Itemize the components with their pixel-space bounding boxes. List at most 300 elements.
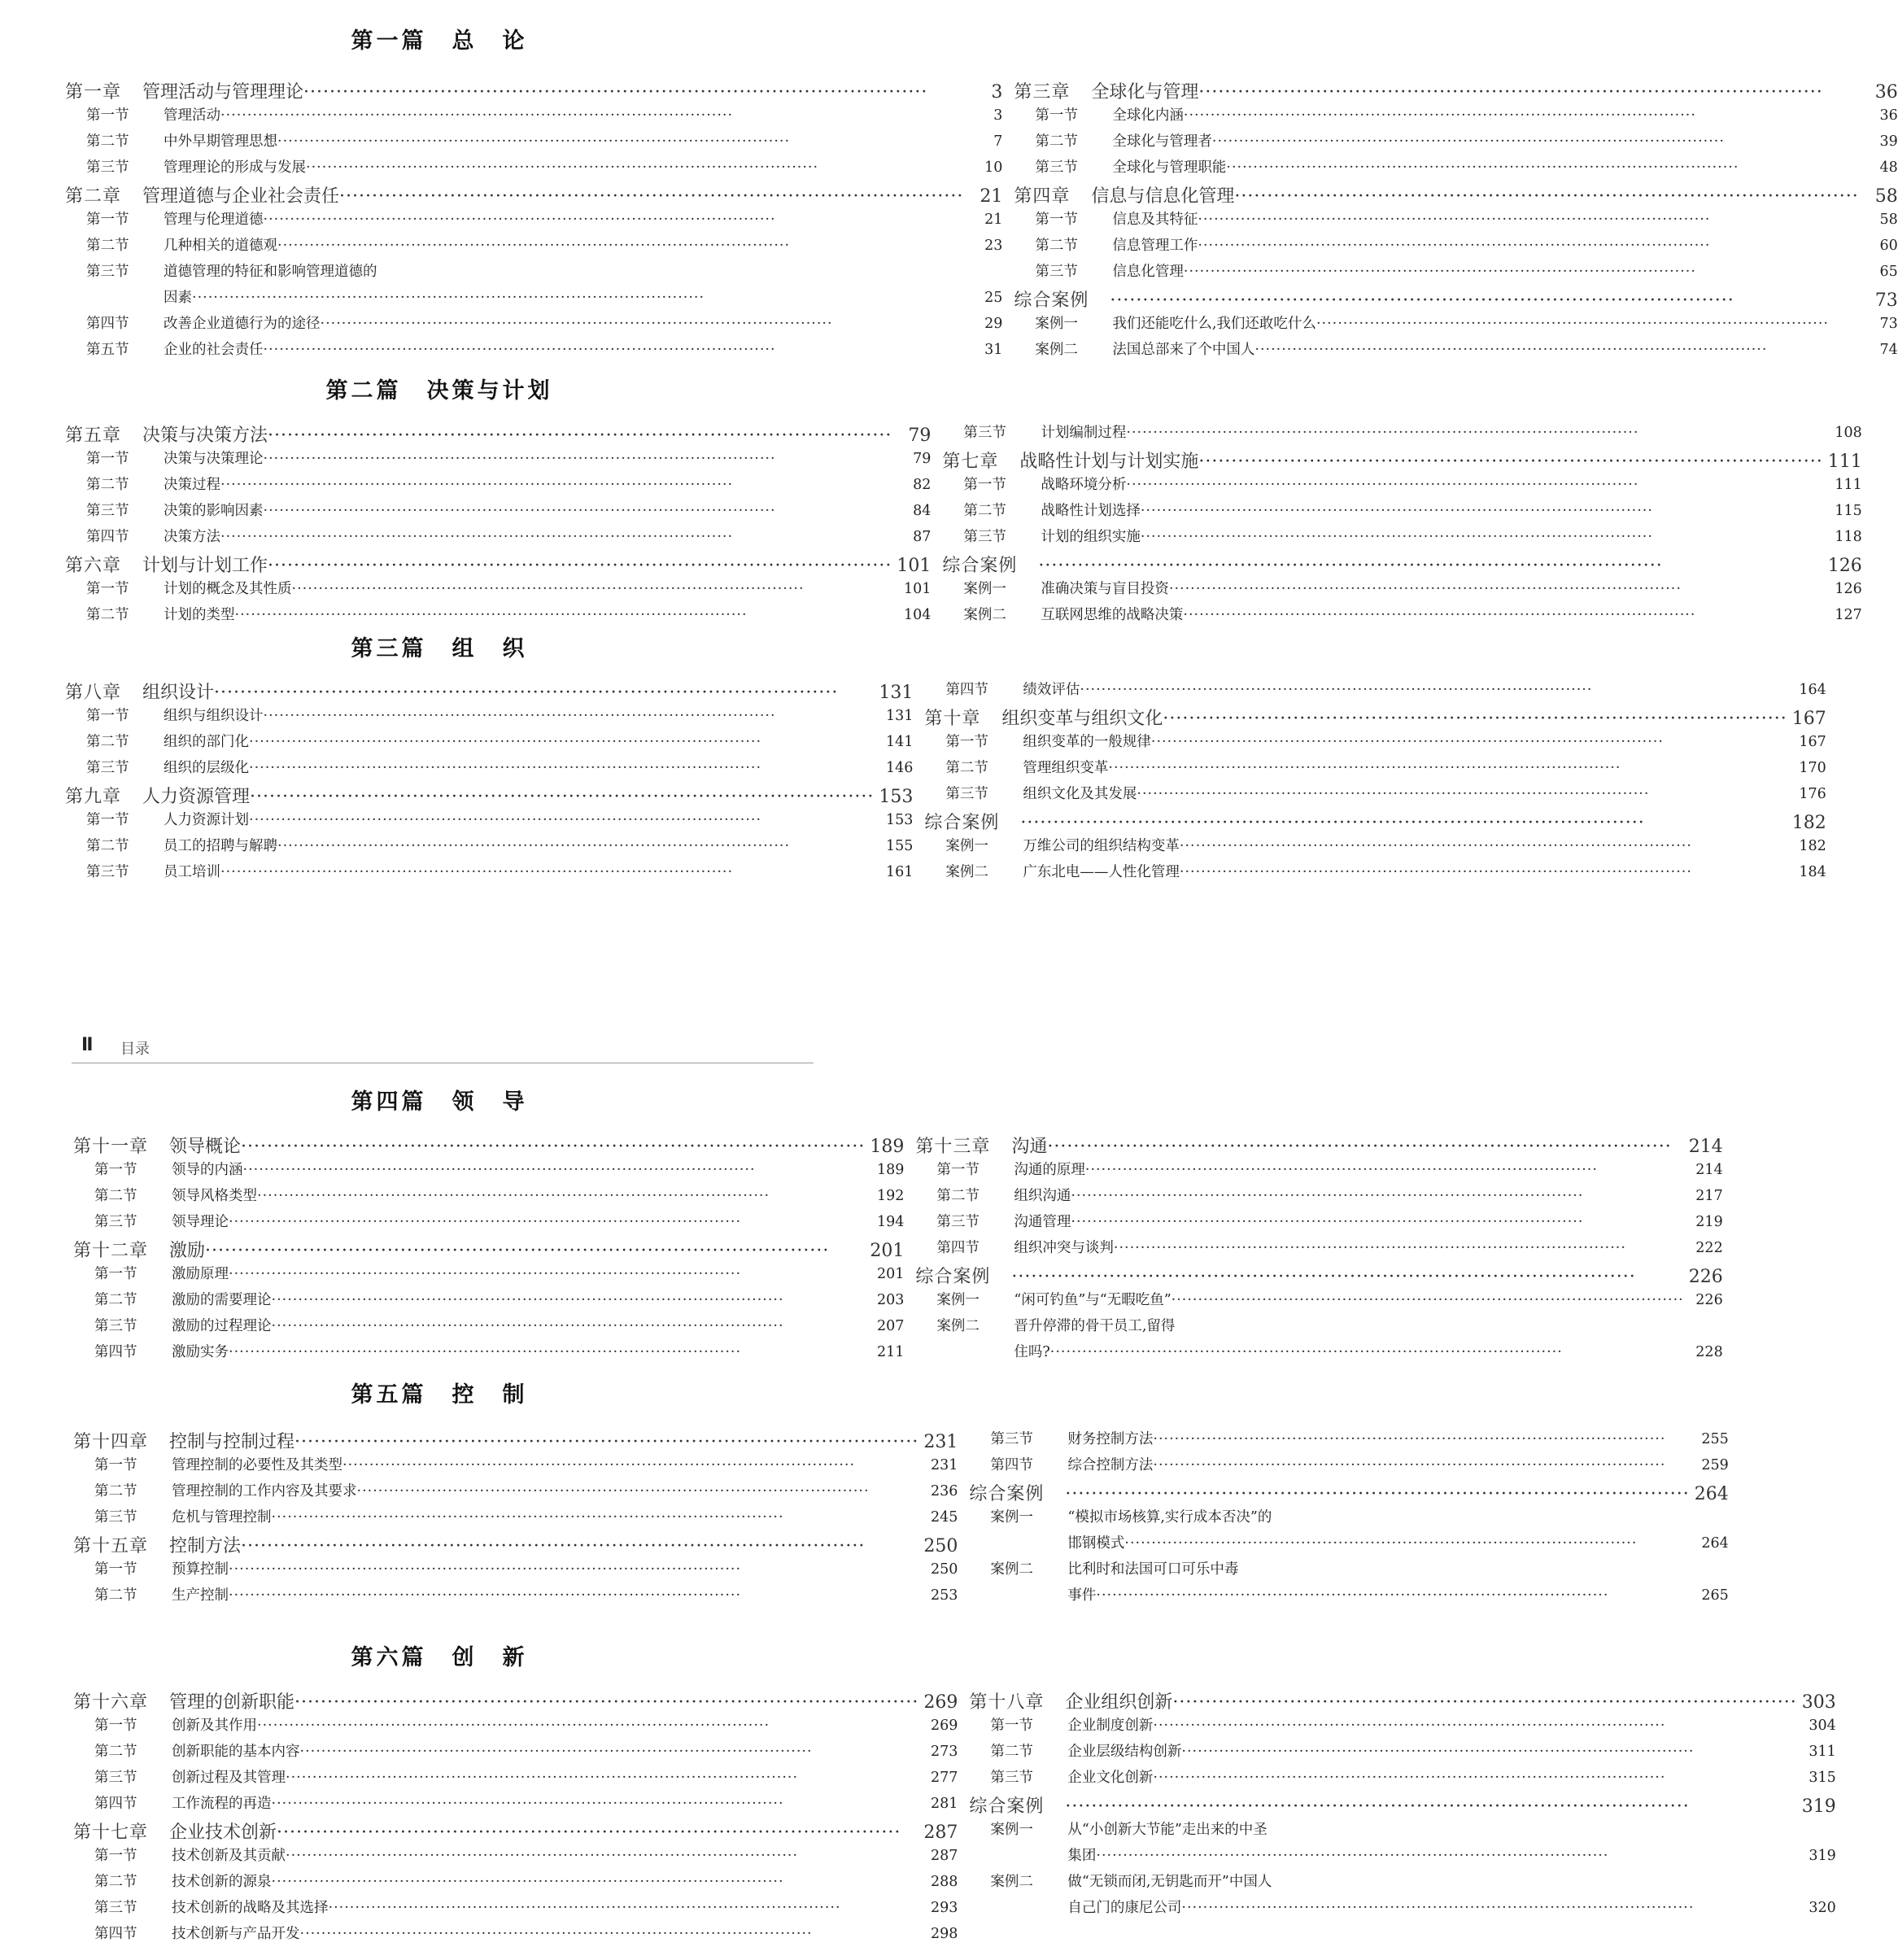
- toc-section-row: [969, 1740, 1835, 1763]
- entry-title: 技术创新的源泉: [172, 1874, 272, 1890]
- page-number: 60: [1879, 238, 1898, 254]
- entry-label: 第三节: [94, 1900, 137, 1916]
- entry-title: 沟通: [1011, 1137, 1048, 1157]
- leader-dots: [1020, 813, 1787, 833]
- entry-title: 准确决策与盲目投资: [1041, 581, 1169, 597]
- leader-dots: [220, 107, 963, 124]
- page-number: 192: [876, 1188, 905, 1204]
- right-column: [942, 421, 1861, 630]
- entry-label: 第二节: [86, 838, 129, 854]
- entry-title: 做“无锁而闭,无钥匙而开”中国人: [1067, 1874, 1272, 1890]
- leader-dots: [1071, 1188, 1683, 1204]
- entry-label: 第一节: [936, 1162, 980, 1178]
- toc-section-row: [65, 338, 1002, 361]
- entry-label: 第三节: [936, 1214, 980, 1230]
- page-number: 211: [876, 1344, 905, 1360]
- entry-label: 第三节: [1035, 264, 1078, 280]
- page-number: 3: [993, 107, 1003, 124]
- entry-label: 第九章: [65, 787, 122, 807]
- entry-label: 第三章: [1014, 82, 1071, 103]
- page-number: 87: [913, 529, 932, 545]
- entry-label: 第十八章: [969, 1692, 1045, 1713]
- page-number: 207: [876, 1318, 905, 1334]
- entry-label: 案例一: [990, 1822, 1033, 1838]
- entry-label: 第十三章: [915, 1137, 991, 1157]
- page-number: 161: [885, 864, 914, 880]
- toc-section-row: [65, 835, 913, 858]
- toc-page-2: [0, 1017, 1836, 1960]
- entry-label: 综合案例: [924, 813, 1000, 833]
- entry-label: 第三节: [86, 760, 129, 776]
- page-number: 253: [930, 1587, 958, 1604]
- page-number: 245: [930, 1509, 958, 1526]
- leader-dots: [1153, 1457, 1689, 1473]
- entry-label: 案例一: [963, 581, 1006, 597]
- toc-chapter-row: [73, 1818, 958, 1841]
- leader-dots: [1180, 864, 1787, 880]
- entry-label: 第三节: [94, 1318, 137, 1334]
- page-number: 126: [1827, 556, 1862, 576]
- entry-title: 集团: [1067, 1848, 1097, 1864]
- leader-dots: [286, 1848, 918, 1864]
- leader-dots: [229, 1266, 865, 1282]
- entry-label: 案例二: [990, 1874, 1033, 1890]
- entry-label: 第三节: [86, 864, 129, 880]
- toc-section-row: [1014, 156, 1897, 179]
- toc-section-row: [969, 1766, 1835, 1789]
- toc-chapter-row: [65, 552, 931, 574]
- toc-section-row: [73, 1792, 958, 1815]
- toc-section-row: [969, 1871, 1835, 1893]
- leader-dots: [272, 1292, 866, 1308]
- leader-dots: [272, 1509, 919, 1526]
- toc-section-row: [924, 757, 1826, 779]
- page-number: 170: [1799, 760, 1826, 776]
- leader-dots: [286, 1770, 918, 1786]
- page-number: 79: [913, 451, 932, 467]
- toc-section-row: [969, 1844, 1835, 1867]
- leader-dots: [272, 1874, 919, 1890]
- toc-section-row: [969, 1897, 1835, 1919]
- entry-title: 组织设计: [142, 683, 215, 703]
- toc-section-row: [942, 421, 1861, 444]
- entry-label: 第二节: [94, 1188, 137, 1204]
- entry-label: 第一节: [94, 1266, 137, 1282]
- leader-dots: [229, 1561, 918, 1578]
- entry-label: 第二章: [65, 186, 122, 207]
- leader-dots: [300, 1926, 919, 1942]
- entry-title: 决策与决策理论: [164, 451, 264, 467]
- entry-title: 财务控制方法: [1067, 1431, 1154, 1447]
- leader-dots: [357, 1483, 919, 1499]
- entry-label: 第二节: [990, 1744, 1033, 1760]
- toc-section-row: [65, 578, 931, 600]
- page-number: 84: [913, 503, 932, 519]
- entry-title: 激励的过程理论: [172, 1318, 272, 1334]
- part-5: [0, 1377, 879, 1408]
- leader-dots: [1153, 1770, 1796, 1786]
- toc-section-row: [73, 1844, 958, 1867]
- toc-section-row: [942, 604, 1861, 626]
- entry-title: 管理控制的工作内容及其要求: [172, 1483, 357, 1499]
- toc-section-row: [969, 1818, 1835, 1841]
- entry-label: 第四节: [94, 1926, 137, 1942]
- leader-dots: [1184, 264, 1859, 280]
- page-number: 203: [876, 1292, 905, 1308]
- entry-title: 沟通管理: [1014, 1214, 1071, 1230]
- page-number: 153: [885, 812, 914, 828]
- entry-title: 企业组织创新: [1065, 1692, 1173, 1713]
- page-number: 153: [879, 787, 914, 807]
- leader-dots: [1172, 1292, 1684, 1308]
- entry-label: 第四节: [86, 316, 129, 332]
- entry-label: 第十五章: [73, 1536, 149, 1556]
- entry-title: 创新及其作用: [172, 1718, 257, 1734]
- entry-title: 几种相关的道德观: [164, 238, 277, 254]
- page-number: 194: [876, 1214, 905, 1230]
- entry-title: 组织的层级化: [164, 760, 249, 776]
- page-number: 182: [1799, 838, 1826, 854]
- toc-section-row: [915, 1289, 1722, 1312]
- toc-section-row: [915, 1237, 1722, 1259]
- entry-label: 第一节: [86, 451, 129, 467]
- entry-title: 企业技术创新: [169, 1822, 277, 1843]
- entry-label: 第二节: [86, 607, 129, 623]
- leader-dots: [268, 426, 892, 446]
- toc-chapter-row: [969, 1792, 1835, 1815]
- leader-dots: [306, 159, 963, 176]
- toc-section-row: [65, 312, 1002, 335]
- leader-dots: [264, 708, 875, 724]
- entry-label: 第四节: [86, 529, 129, 545]
- leader-dots: [1141, 529, 1823, 545]
- toc-section-row: [65, 474, 931, 496]
- leader-dots: [220, 529, 892, 545]
- part-4-entries: [73, 1133, 1723, 1367]
- toc-section-row: [915, 1211, 1722, 1233]
- part-title: 第二篇 决策与计划: [325, 378, 553, 404]
- leader-dots: [1047, 1137, 1683, 1157]
- page-number: 21: [984, 212, 1003, 228]
- entry-label: 第三节: [86, 159, 129, 176]
- toc-section-row: [969, 1454, 1728, 1477]
- entry-label: 第十六章: [73, 1692, 149, 1713]
- entry-title: 企业的社会责任: [164, 342, 264, 358]
- entry-label: 第二节: [86, 734, 129, 750]
- toc-section-row: [73, 1766, 958, 1789]
- leader-dots: [243, 1162, 866, 1178]
- entry-label: 综合案例: [969, 1796, 1045, 1817]
- toc-chapter-row: [65, 78, 1002, 101]
- entry-title: 信息与信息化管理: [1091, 186, 1235, 207]
- part-title: 第一篇 总 论: [351, 28, 528, 54]
- leader-dots: [343, 1457, 918, 1473]
- page-number: 74: [1879, 342, 1898, 358]
- leader-dots: [1153, 1431, 1689, 1447]
- part-title: 第五篇 控 制: [351, 1382, 528, 1408]
- entry-title: 组织的部门化: [164, 734, 249, 750]
- toc-section-row: [73, 1159, 904, 1181]
- toc-section-row: [73, 1454, 958, 1477]
- leader-dots: [1169, 581, 1823, 597]
- entry-title: 激励原理: [172, 1266, 229, 1282]
- leader-dots: [250, 787, 874, 807]
- page-number: 287: [930, 1848, 958, 1864]
- page-number: 189: [870, 1137, 905, 1157]
- leader-dots: [257, 1188, 865, 1204]
- left-column: [73, 1688, 958, 1949]
- part-4: [0, 1084, 879, 1115]
- toc-section-row: [65, 757, 913, 779]
- entry-title: 企业文化创新: [1067, 1770, 1154, 1786]
- leader-dots: [277, 1822, 918, 1843]
- toc-section-row: [969, 1558, 1728, 1581]
- leader-dots: [205, 1241, 865, 1261]
- page-number: 250: [923, 1536, 958, 1556]
- entry-label: 案例二: [990, 1561, 1033, 1578]
- page-number: 131: [885, 708, 914, 724]
- page-number: 48: [1879, 159, 1898, 176]
- entry-label: 综合案例: [1014, 290, 1089, 311]
- entry-label: 第二节: [1035, 238, 1078, 254]
- entry-title: 生产控制: [172, 1587, 229, 1604]
- toc-section-row: [65, 861, 913, 884]
- page-number: 176: [1799, 786, 1826, 802]
- entry-label: 第四节: [936, 1240, 980, 1256]
- entry-title: 计划编制过程: [1041, 425, 1127, 441]
- entry-label: 案例一: [945, 838, 988, 854]
- entry-title: 互联网思维的战略决策: [1041, 607, 1184, 623]
- entry-label: 案例一: [990, 1509, 1033, 1526]
- page-number: 39: [1879, 133, 1898, 150]
- leader-dots: [1108, 760, 1787, 776]
- entry-title: 管理活动: [164, 107, 220, 124]
- leader-dots: [249, 812, 874, 828]
- part-1-entries: [65, 78, 1898, 364]
- toc-section-row: [73, 1341, 904, 1364]
- toc-chapter-row: [915, 1263, 1722, 1286]
- leader-dots: [1124, 1535, 1689, 1552]
- leader-dots: [272, 1796, 919, 1812]
- entry-label: 第五章: [65, 426, 122, 446]
- entry-label: 案例二: [936, 1318, 980, 1334]
- page-number: 277: [930, 1770, 958, 1786]
- entry-title: 管理道德与企业社会责任: [142, 186, 340, 207]
- entry-title: 住吗?: [1014, 1344, 1050, 1360]
- entry-label: 第二节: [936, 1188, 980, 1204]
- page-number: 201: [876, 1266, 905, 1282]
- page-number: 219: [1695, 1214, 1723, 1230]
- entry-title: 管理与伦理道德: [164, 212, 264, 228]
- entry-label: 第二节: [86, 238, 129, 254]
- entry-label: 第一节: [86, 581, 129, 597]
- page-number: 167: [1791, 709, 1826, 729]
- leader-dots: [1151, 734, 1787, 750]
- entry-label: 第一节: [94, 1162, 137, 1178]
- left-column: [73, 1428, 958, 1610]
- page-number: 269: [923, 1692, 958, 1713]
- entry-title: 事件: [1067, 1587, 1097, 1604]
- leader-dots: [1065, 1796, 1796, 1817]
- entry-label: 案例一: [936, 1292, 980, 1308]
- toc-chapter-row: [915, 1133, 1722, 1155]
- right-column: [915, 1133, 1722, 1367]
- toc-section-row: [73, 1315, 904, 1338]
- page-number: 73: [1879, 316, 1898, 332]
- entry-title: 决策过程: [164, 477, 220, 493]
- entry-title: “闲可钓鱼”与“无暇吃鱼”: [1014, 1292, 1172, 1308]
- entry-title: 计划的类型: [164, 607, 235, 623]
- page-number: 31: [984, 342, 1003, 358]
- toc-chapter-row: [65, 421, 931, 444]
- entry-title: 战略性计划与计划实施: [1019, 452, 1199, 472]
- leader-dots: [292, 581, 892, 597]
- right-column: [924, 679, 1826, 887]
- toc-chapter-row: [942, 552, 1861, 574]
- toc-chapter-row: [73, 1237, 904, 1259]
- toc-chapter-row: [73, 1532, 958, 1555]
- page-number: 293: [930, 1900, 958, 1916]
- toc-section-row: [1014, 260, 1897, 283]
- entry-label: 第八章: [65, 683, 122, 703]
- toc-chapter-row: [924, 705, 1826, 727]
- toc-section-row: [942, 526, 1861, 548]
- toc-section-row: [924, 783, 1826, 805]
- part-title: 第三篇 组 织: [351, 636, 528, 661]
- leader-dots: [264, 451, 892, 467]
- entry-label: 第一节: [1035, 107, 1078, 124]
- entry-label: 第三节: [94, 1214, 137, 1230]
- toc-section-row: [65, 260, 1002, 283]
- page-number: 304: [1809, 1718, 1836, 1734]
- toc-section-row: [1014, 234, 1897, 257]
- page-number: 273: [930, 1744, 958, 1760]
- entry-title: 创新职能的基本内容: [172, 1744, 300, 1760]
- page-number: 111: [1827, 452, 1862, 472]
- toc-section-row: [969, 1584, 1728, 1607]
- entry-label: 第一节: [86, 107, 129, 124]
- leader-dots: [1198, 452, 1822, 472]
- leader-dots: [1065, 1484, 1689, 1504]
- page-number: 111: [1835, 477, 1862, 493]
- page-number: 311: [1809, 1744, 1836, 1760]
- leader-dots: [1153, 1718, 1796, 1734]
- entry-label: 第十章: [924, 709, 981, 729]
- page-number: 231: [930, 1457, 958, 1473]
- page-number: 82: [913, 477, 932, 493]
- toc-section-row: [73, 1714, 958, 1737]
- entry-label: 第二节: [94, 1292, 137, 1308]
- page-number: 182: [1791, 813, 1826, 833]
- page-number: 298: [930, 1926, 958, 1942]
- entry-title: 全球化与管理职能: [1112, 159, 1227, 176]
- entry-label: 第十二章: [73, 1241, 149, 1261]
- entry-title: 绩效评估: [1023, 682, 1080, 698]
- entry-label: 第二节: [94, 1744, 137, 1760]
- toc-section-row: [969, 1532, 1728, 1555]
- leader-dots: [277, 238, 963, 254]
- entry-label: 第二节: [94, 1874, 137, 1890]
- entry-title: 预算控制: [172, 1561, 229, 1578]
- entry-label: 第一节: [86, 708, 129, 724]
- entry-label: 第三节: [94, 1770, 137, 1786]
- entry-label: 第一节: [94, 1457, 137, 1473]
- leader-dots: [249, 734, 874, 750]
- toc-chapter-row: [1014, 182, 1897, 205]
- page-number: 201: [870, 1241, 905, 1261]
- toc-section-row: [73, 1558, 958, 1581]
- leader-dots: [241, 1137, 865, 1157]
- toc-section-row: [915, 1315, 1722, 1338]
- entry-title: 管理组织变革: [1023, 760, 1109, 776]
- entry-title: 企业制度创新: [1067, 1718, 1154, 1734]
- page-number: 7: [993, 133, 1003, 150]
- toc-chapter-row: [65, 182, 1002, 205]
- page-number: 58: [1874, 186, 1898, 207]
- entry-title: 技术创新及其贡献: [172, 1848, 286, 1864]
- toc-section-row: [65, 731, 913, 753]
- page-number: 264: [1694, 1484, 1729, 1504]
- entry-title: 组织变革的一般规律: [1023, 734, 1151, 750]
- page-number: 288: [930, 1874, 958, 1890]
- entry-label: 第四节: [94, 1796, 137, 1812]
- leader-dots: [272, 1318, 866, 1334]
- entry-title: 领导的内涵: [172, 1162, 243, 1178]
- entry-label: 第一节: [1035, 212, 1078, 228]
- toc-chapter-row: [942, 447, 1861, 470]
- page-number: 36: [1874, 82, 1898, 103]
- entry-title: 组织冲突与谈判: [1014, 1240, 1114, 1256]
- entry-label: 综合案例: [915, 1267, 991, 1287]
- toc-section-row: [924, 731, 1826, 753]
- page-number: 184: [1799, 864, 1826, 880]
- page-number: 250: [930, 1561, 958, 1578]
- toc-section-row: [924, 835, 1826, 858]
- part-6: [0, 1639, 879, 1671]
- entry-label: 案例二: [945, 864, 988, 880]
- page-number: Ⅱ: [81, 1035, 94, 1055]
- toc-chapter-row: [1014, 78, 1897, 101]
- entry-label: 第四节: [945, 682, 988, 698]
- page-number: 231: [923, 1432, 958, 1452]
- leader-dots: [1126, 477, 1822, 493]
- page-number: 3: [991, 82, 1003, 103]
- entry-label: 第三节: [945, 786, 988, 802]
- entry-label: 第二节: [945, 760, 988, 776]
- leader-dots: [1110, 290, 1858, 311]
- toc-section-row: [65, 130, 1002, 153]
- right-column: [969, 1688, 1835, 1949]
- toc-section-row: [924, 861, 1826, 884]
- leader-dots: [249, 760, 874, 776]
- leader-dots: [1096, 1848, 1796, 1864]
- toc-section-row: [65, 208, 1002, 231]
- right-column: [969, 1428, 1728, 1610]
- toc-chapter-row: [969, 1688, 1835, 1711]
- toc-section-row: [942, 474, 1861, 496]
- entry-title: 晋升停滞的骨干员工,留得: [1014, 1318, 1176, 1334]
- toc-section-row: [924, 679, 1826, 701]
- leader-dots: [295, 1692, 918, 1713]
- toc-section-row: [65, 234, 1002, 257]
- leader-dots: [1141, 503, 1823, 519]
- toc-chapter-row: [65, 783, 913, 805]
- entry-label: 第三节: [94, 1509, 137, 1526]
- entry-title: 员工的招聘与解聘: [164, 838, 277, 854]
- entry-label: 第二节: [86, 477, 129, 493]
- entry-label: 第七章: [942, 452, 999, 472]
- part-5-entries: [73, 1428, 1729, 1610]
